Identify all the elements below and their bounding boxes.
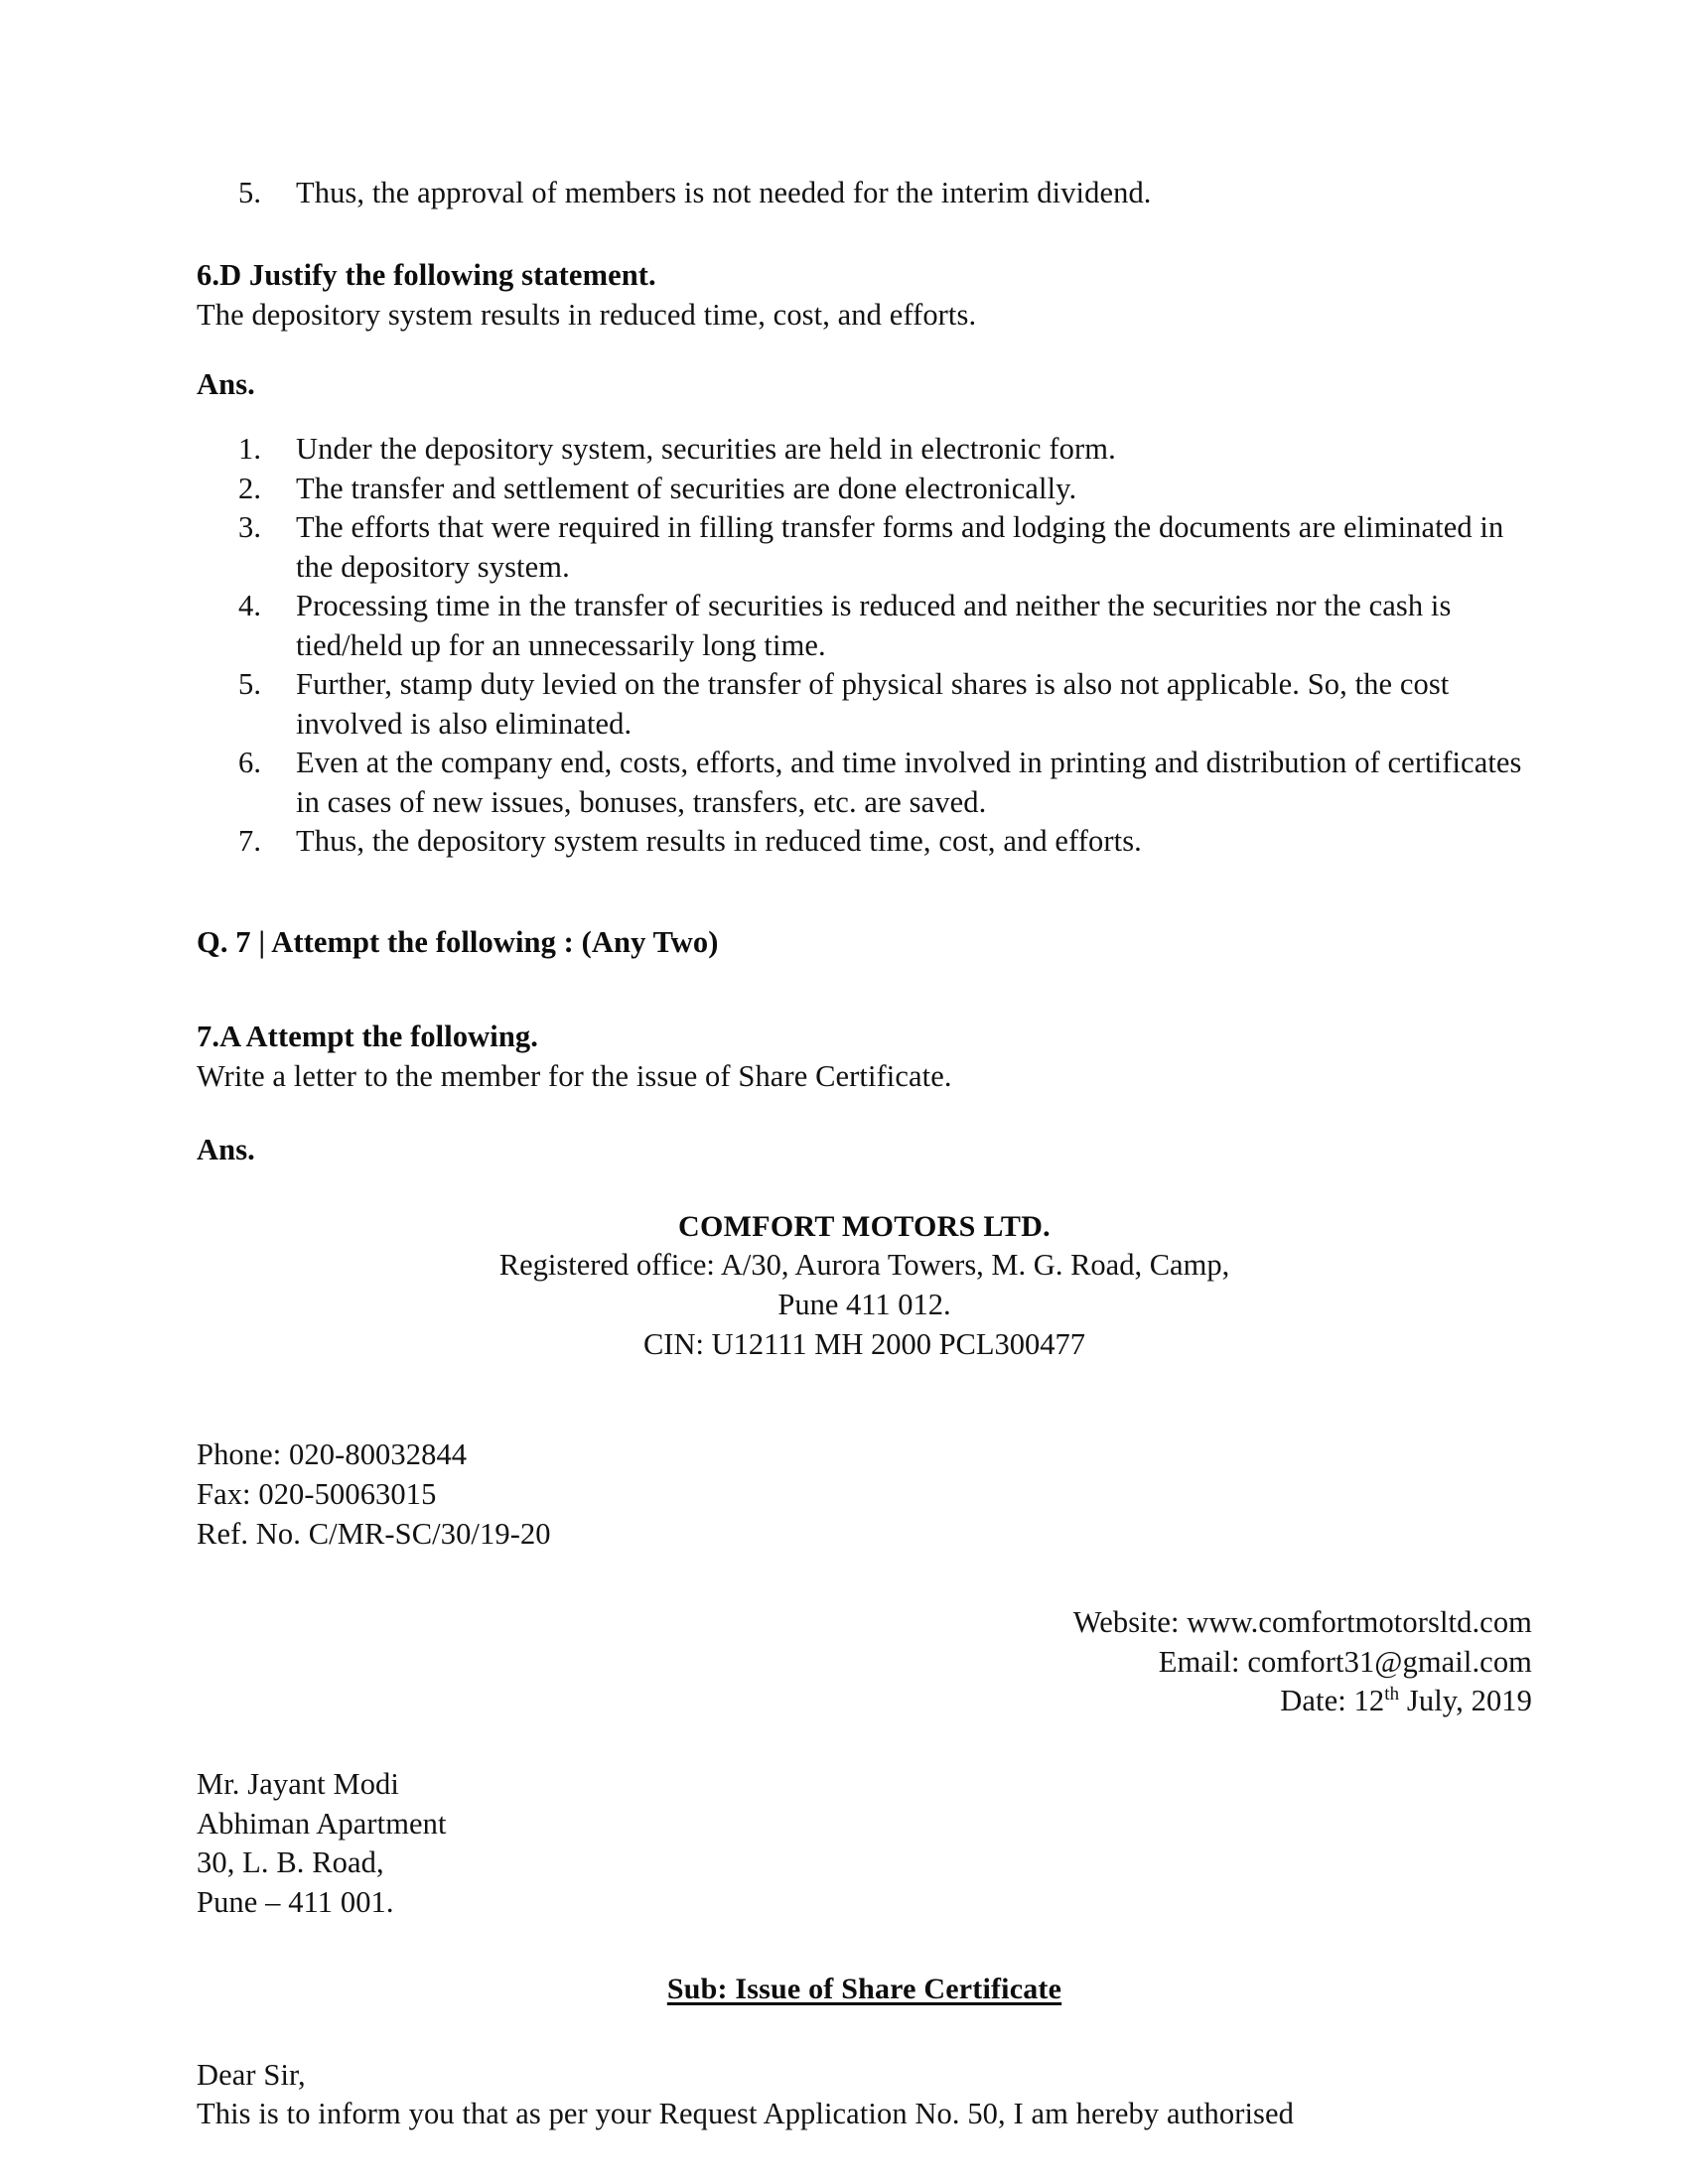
list-text: Thus, the depository system results in reduced time, cost, and efforts. [296,824,1142,859]
phone-line: Phone: 020-80032844 [197,1437,468,1472]
website-line: Website: www.comfortmotorsltd.com [1072,1605,1532,1640]
date-line [197,1682,1532,1721]
ref-no-line: Ref. No. C/MR-SC/30/19-20 [197,1516,551,1551]
list-text: Thus, the approval of members is not needed for the interim dividend. [296,176,1152,209]
recipient-address-line-3: Pune – 411 001. [197,1884,394,1919]
recipient-address-line-1: Abhiman Apartment [197,1806,447,1841]
section-7a-ans-label: Ans. [197,1132,255,1166]
recipient-address-line-2: 30, L. B. Road, [197,1845,384,1880]
list-item [197,587,1532,665]
salutation: Dear Sir, [197,2057,306,2092]
list-marker: 1. [238,432,262,467]
list-marker: 5. [238,176,262,209]
subject-text: Sub: Issue of Share Certificate [666,1972,1062,2005]
email-line: Email: comfort31@gmail.com [1158,1644,1532,1679]
list-marker: 5. [238,667,262,702]
section-7a-heading: 7.A Attempt the following. [197,1020,539,1054]
previous-list [197,174,1532,212]
list-text: Under the depository system, securities are held in electronic form. [296,432,1116,467]
page-content [197,174,1532,2134]
date-ordinal-suffix: th [1384,1684,1400,1706]
list-item [197,174,1532,212]
list-item [197,744,1532,822]
list-text: Processing time in the transfer of securities is reduced and neither the securities nor the cash is tied/held up for an unnecessarily long time. [296,589,1452,662]
section-6d-points [197,430,1532,861]
company-address-line-2: Pune 411 012. [777,1287,951,1321]
section-6d-ans-label: Ans. [197,366,255,401]
list-item [197,822,1532,861]
list-text: Even at the company end, costs, efforts, and time involved in printing and distribution of certificates in cases of new issues, bonuses, transfers, etc. are saved. [296,746,1522,819]
section-6d-heading: 6.D Justify the following statement. [197,258,656,293]
list-item [197,665,1532,744]
list-marker: 3. [238,510,262,545]
list-text: Further, stamp duty levied on the transfer of physical shares is also not applicable. So, the cost involved is also eliminated. [296,667,1450,741]
list-marker: 2. [238,471,262,505]
company-address-line-1: Registered office: A/30, Aurora Towers, M. G. Road, Camp, [498,1248,1230,1283]
section-6d-statement: The depository system results in reduced time, cost, and efforts. [197,298,977,333]
date-prefix: Date: 12 [1280,1684,1385,1718]
recipient-name: Mr. Jayant Modi [197,1767,399,1802]
list-marker: 6. [238,746,262,780]
contact-right-block [197,1603,1532,1721]
list-text: The transfer and settlement of securities are done electronically. [296,471,1077,505]
list-item [197,430,1532,469]
list-item [197,508,1532,587]
company-cin: CIN: U12111 MH 2000 PCL300477 [642,1326,1086,1361]
list-item [197,470,1532,508]
subject-line [197,1973,1532,2006]
recipient-block [197,1765,1532,1923]
letterhead [197,1207,1532,1364]
list-text: The efforts that were required in filling transfer forms and lodging the documents are eliminated in the depository system. [296,510,1504,584]
fax-line: Fax: 020-50063015 [197,1476,437,1511]
contact-left-block [197,1435,1532,1554]
list-marker: 7. [238,824,262,859]
company-name: COMFORT MOTORS LTD. [678,1210,1051,1244]
question-7-heading: Q. 7 | Attempt the following : (Any Two) [197,924,719,959]
letter-body-line-1: This is to inform you that as per your Request Application No. 50, I am hereby authorised [197,2097,1294,2131]
list-marker: 4. [238,589,262,623]
date-suffix: July, 2019 [1399,1684,1532,1718]
section-7a-statement: Write a letter to the member for the issue of Share Certificate. [197,1059,952,1094]
